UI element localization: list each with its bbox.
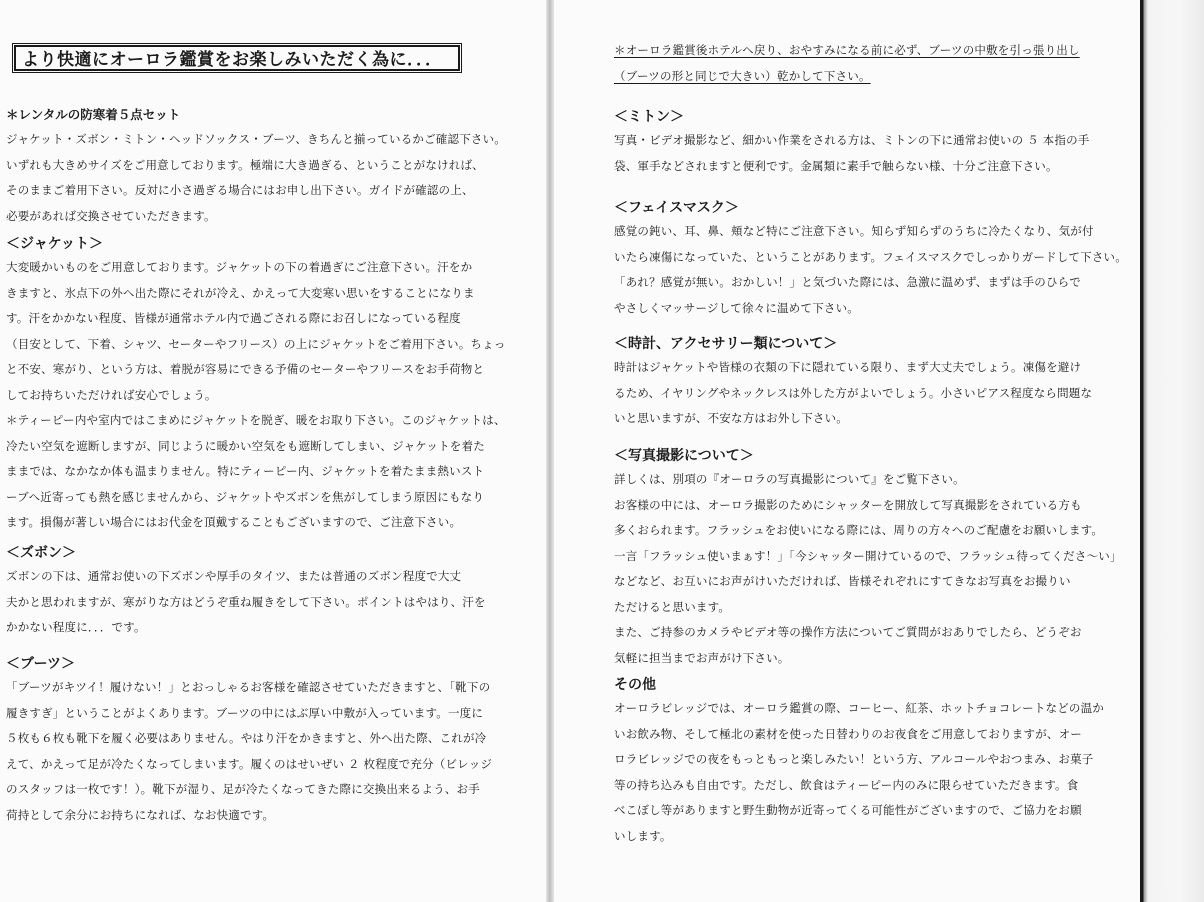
- section-teepee: [6, 408, 506, 536]
- text-line: いと思いますが、不安な方はお外し下さい。: [614, 411, 848, 425]
- text-line: 「ブーツがキツイ！履けない！」とおっしゃるお客様を確認させていただきますと、「靴下の: [6, 680, 491, 694]
- text-line: などなど、お互いにお声がけいただければ、皆様それぞれにすてきなお写真をお撮りい: [614, 574, 1071, 588]
- section-body: [6, 675, 492, 828]
- text-line: ＊オーロラ鑑賞後ホテルへ戻り、おやすみになる前に必ず、ブーツの中敷を引っ張り出し: [614, 43, 1080, 57]
- section-jacket: [6, 234, 506, 408]
- section-facemask: [614, 198, 1127, 321]
- text-line: （目安として、下着、シャツ、セーターやフリース）の上にジャケットをご着用下さい。ちょっ: [6, 336, 506, 351]
- text-line: お客様の中には、オーロラ撮影のためにシャッターを開放して写真撮影をされている方も: [614, 497, 1082, 512]
- text-line: （ブーツの形と同じで大きい）乾かして下さい。: [614, 68, 871, 83]
- text-line: いたら凍傷になっていた、ということがあります。フェイスマスクでしっかりガードして下さい。: [614, 249, 1127, 264]
- section-pants: [6, 543, 486, 641]
- section-heading: ＜時計、アクセサリー類について＞: [614, 336, 838, 352]
- section-body: [6, 127, 506, 229]
- text-line: す。汗をかかない程度、皆様が通常ホテル内で過ごされる際にお召しになっている程度: [6, 311, 461, 325]
- text-line: 袋、軍手などされますと便利です。金属類に素手で触らない様、十分ご注意下さい。: [614, 158, 1058, 173]
- text-line: やさしくマッサージして徐々に温めて下さい。: [614, 300, 860, 315]
- section-body: [6, 255, 506, 408]
- text-line: いずれも大きめサイズをご用意しております。極端に大き過ぎる、ということがなければ、: [6, 157, 484, 172]
- section-heading: ＜フェイスマスク＞: [614, 200, 739, 216]
- section-heading: ＜ジャケット＞: [6, 236, 104, 252]
- section-body: [614, 219, 1127, 321]
- page-title: より快適にオーロラ鑑賞をお楽しみいただく為に．．．: [14, 45, 460, 71]
- text-line: 多くおられます。フラッシュをお使いになる際には、周りの方々へのご配慮をお願いします。: [614, 523, 1104, 537]
- section-body: [6, 408, 506, 536]
- section-insole-note: [614, 38, 1080, 89]
- section-body: [614, 696, 1104, 849]
- section-body: [614, 467, 1122, 671]
- text-line: 等の持ち込みも自由です。ただし、飲食はティーピー内のみに限らせていただきます。食: [614, 777, 1079, 792]
- section-other: [614, 675, 1104, 849]
- text-line: 冷たい空気を遮断しますが、同じように暖かい空気をも遮断してしまい、ジャケットを着た: [6, 438, 485, 453]
- text-line: かかない程度に．．．です。: [6, 620, 146, 634]
- section-rental: [6, 105, 506, 229]
- text-line: 夫かと思われますが、寒がりな方はどうぞ重ね履きをして下さい。ポイントはやはり、汗を: [6, 594, 486, 609]
- section-body: [614, 355, 1092, 432]
- text-line: オーロラビレッジでは、オーロラ鑑賞の際、コーヒー、紅茶、ホットチョコレートなどの温か: [614, 701, 1105, 715]
- section-heading: ＜写真撮影について＞: [614, 448, 754, 464]
- text-line: 気軽に担当までお声がけ下さい。: [614, 650, 790, 665]
- text-line: ズボンの下は、通常お使いの下ズボンや厚手のタイツ、または普通のズボン程度で大丈: [6, 569, 462, 583]
- text-line: ５枚も６枚も靴下を履く必要はありません。やはり汗をかきますと、外へ出た際、これが冷: [6, 731, 487, 745]
- text-line: また、ご持参のカメラやビデオ等の操作方法についてご質問がおありでしたら、どうぞお: [614, 625, 1082, 639]
- text-line: いお飲み物、そして極北の素材を使った日替わりのお夜食をご用意しておりますが、オー: [614, 726, 1082, 741]
- text-line: ロラビレッジでの夜をもっともっと楽しみたい！という方、アルコールやおつまみ、お菓子: [614, 752, 1094, 766]
- text-line: ＊ティーピー内や室内ではこまめにジャケットを脱ぎ、暖をお取り下さい。このジャケットは、: [6, 413, 506, 427]
- text-line: ジャケット・ズボン・ミトン・ヘッドソックス・ブーツ、きちんと揃っているかご確認下さい。: [6, 132, 506, 146]
- text-line: 写真・ビデオ撮影など、細かい作業をされる方は、ミトンの下に通常お使いの ５ 本指の手: [614, 133, 1090, 147]
- section-heading: その他: [614, 677, 656, 693]
- text-line: のスタッフは一枚です！）。靴下が湿り、足が冷たくなってきた際に交換出来るよう、お手: [6, 782, 480, 796]
- text-line: ただけると思います。: [614, 599, 731, 614]
- text-line: ーブへ近寄っても熱を感じませんから、ジャケットやズボンを焦がしてしまう原因にもなり: [6, 489, 485, 504]
- text-line: してお持ちいただければ安心でしょう。: [6, 387, 217, 402]
- section-mitten: [614, 107, 1089, 179]
- text-line: ます。損傷が著しい場合にはお代金を頂戴することもございますので、ご注意下さい。: [6, 515, 462, 529]
- text-line: 必要があれば交換させていただきます。: [6, 208, 216, 223]
- section-heading: ＊レンタルの防寒着５点セット: [6, 107, 181, 122]
- section-photo: [614, 446, 1122, 671]
- text-line: 時計はジャケットや皆様の衣類の下に隠れている限り、まず大丈夫でしょう。凍傷を避け: [614, 360, 1082, 374]
- text-line: そのままご着用下さい。反対に小さ過ぎる場合にはお申し出下さい。ガイドが確認の上、: [6, 183, 474, 197]
- text-line: いします。: [614, 828, 672, 843]
- section-body: [6, 564, 486, 641]
- book-spine: [546, 0, 554, 902]
- text-line: 大変暖かいものをご用意しております。ジャケットの下の着過ぎにご注意下さい。汗をか: [6, 260, 473, 274]
- section-heading: ＜ブーツ＞: [6, 656, 76, 672]
- section-body: [614, 38, 1080, 89]
- text-line: 荷持として余分にお持ちになれば、なお快適です。: [6, 807, 275, 822]
- text-line: べこぼし等がありますと野生動物が近寄ってくる可能性がございますので、ご協力をお願: [614, 803, 1082, 817]
- text-line: 詳しくは、別項の『オーロラの写真撮影について』をご覧下さい。: [614, 472, 965, 486]
- text-line: ままでは、なかなか体も温まりません。特にティーピー内、ジャケットを着たまま熱いスト: [6, 464, 485, 478]
- page-edge: [1140, 0, 1204, 902]
- text-line: 感覚の鈍い、耳、鼻、頬など特にご注意下さい。知らず知らずのうちに冷たくなり、気が付: [614, 224, 1094, 238]
- section-body: [614, 128, 1089, 179]
- text-line: えて、かえって足が冷たくなってしまいます。履くのはせいぜい ２ 枚程度で充分（ビレッジ: [6, 756, 493, 771]
- text-line: と不安、寒がり、という方は、着脱が容易にできる予備のセーターやフリースをお手荷物と: [6, 362, 485, 376]
- section-boots: [6, 654, 492, 828]
- text-line: 履きすぎ」ということがよくあります。ブーツの中にはぶ厚い中敷が入っています。一度に: [6, 705, 484, 720]
- text-line: きますと、氷点下の外へ出た際にそれが冷え、かえって大変寒い思いをすることになりま: [6, 285, 475, 300]
- text-line: るため、イヤリングやネックレスは外した方がよいでしょう。小さいピアス程度なら問題な: [614, 385, 1093, 400]
- section-heading: ＜ズボン＞: [6, 545, 76, 561]
- section-watch: [614, 334, 1092, 432]
- text-line: 一言「フラッシュ使いまぁす！」「今シャッター開けているので、フラッシュ待ってくださ～い」: [614, 548, 1122, 563]
- section-heading: ＜ミトン＞: [614, 109, 684, 125]
- text-line: 「あれ？感覚が無い。おかしい！」と気づいた際には、急激に温めず、まずは手のひらで: [614, 275, 1081, 289]
